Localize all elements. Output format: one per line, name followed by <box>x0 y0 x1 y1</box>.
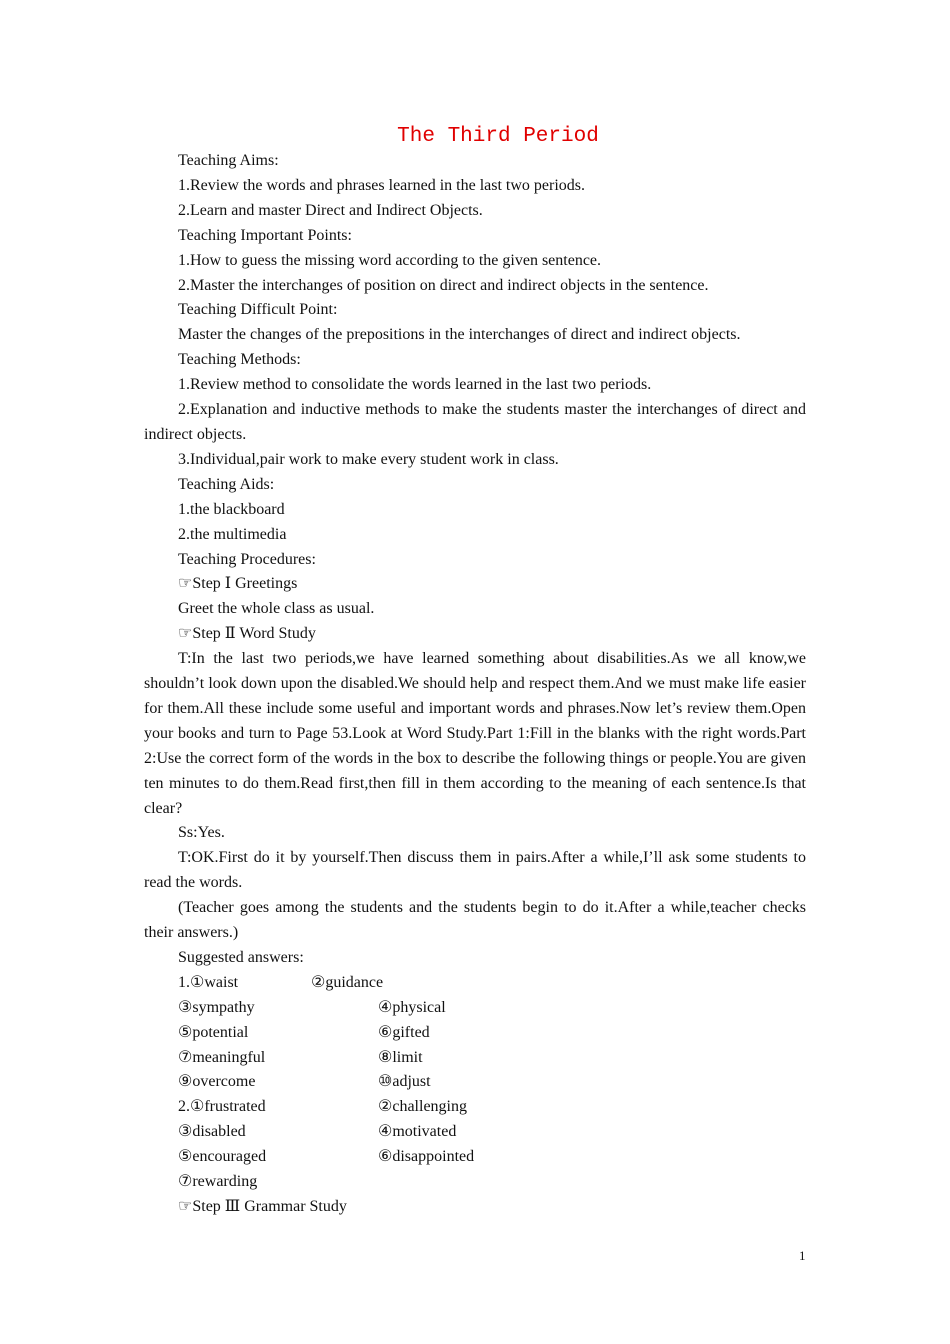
document-title: The Third Period <box>397 125 599 148</box>
page-number: 1 <box>799 1248 806 1263</box>
answer-item: ⑦meaningful <box>178 1048 266 1066</box>
answer-item: 2.①frustrated <box>178 1098 266 1116</box>
answer-item: ⑨overcome <box>178 1073 256 1091</box>
answer-item: ⑥gifted <box>378 1023 430 1041</box>
answer-item: 1.①waist <box>178 973 239 991</box>
paragraph: Ss:Yes. <box>178 824 225 842</box>
paragraph: 2.the multimedia <box>178 525 287 543</box>
paragraph: Greet the whole class as usual. <box>178 600 375 618</box>
answer-row <box>144 1095 806 1120</box>
answer-item: ④motivated <box>378 1123 457 1141</box>
answer-item: ③disabled <box>178 1123 246 1141</box>
answer-item: ⑧limit <box>378 1048 423 1066</box>
paragraph: Teaching Aims: <box>178 152 279 169</box>
answer-item: ②guidance <box>311 973 384 991</box>
answer-row <box>144 996 806 1021</box>
answer-item: ⑦rewarding <box>178 1173 258 1191</box>
paragraph: Teaching Methods: <box>178 351 301 369</box>
paragraph: Suggested answers: <box>178 949 304 966</box>
paragraph: 1.Review the words and phrases learned in the last two periods. <box>178 176 586 194</box>
paragraph: Teaching Important Points: <box>178 226 352 244</box>
paragraph: 1.How to guess the missing word according to the given sentence. <box>178 251 602 269</box>
answer-row <box>144 1021 806 1046</box>
answer-item: ②challenging <box>378 1098 467 1116</box>
answer-row <box>144 1170 806 1195</box>
paragraph: Teaching Procedures: <box>178 550 316 568</box>
answer-item: ⑤potential <box>178 1023 249 1041</box>
paragraph: 3.Individual,pair work to make every student work in class. <box>178 450 559 468</box>
paragraph: Master the changes of the prepositions in the interchanges of direct and indirect objects. <box>178 326 741 344</box>
answer-item: ⑩adjust <box>378 1073 431 1091</box>
answer-row <box>144 1145 806 1170</box>
answer-item: ④physical <box>378 998 446 1016</box>
paragraph: Teaching Difficult Point: <box>178 301 338 319</box>
paragraph: 2.Explanation and inductive methods to make the students master the interchanges of direct and indirect objects. <box>144 401 806 443</box>
paragraph: T:In the last two periods,we have learned something about disabilities.As we all know,we shouldn’t look down upon the disabled.We should help and respect them.And we must make life easier for them.All these include some useful and important words and phrases.Now let’s review them.Open your books and turn to Page 53.Look at Word Study.Part 1:Fill in the blanks with the right words.Part 2:Use the correct form of the words in the box to describe the following things or people.You are given ten minutes to do them.Read first,then fill in them according to the meaning of each sentence.Is that clear? <box>144 650 806 817</box>
paragraph: 2.Learn and master Direct and Indirect Objects. <box>178 201 483 219</box>
paragraph: (Teacher goes among the students and the students begin to do it.After a while,teacher checks their answers.) <box>144 899 806 942</box>
document-body <box>144 149 806 1220</box>
answer-item: ⑥disappointed <box>378 1148 475 1166</box>
answer-item: ⑤encouraged <box>178 1148 267 1166</box>
paragraph: 2.Master the interchanges of position on direct and indirect objects in the sentence. <box>178 276 709 294</box>
paragraph: 1.Review method to consolidate the words learned in the last two periods. <box>178 376 652 394</box>
answer-row <box>144 1070 806 1095</box>
paragraph: ☞Step Ⅱ Word Study <box>178 625 316 643</box>
step-heading: ☞Step Ⅲ Grammar Study <box>178 1197 347 1215</box>
answer-row <box>144 1120 806 1145</box>
paragraph: 1.the blackboard <box>178 500 285 518</box>
answer-row <box>144 1046 806 1071</box>
answer-row <box>144 971 806 996</box>
paragraph: Teaching Aids: <box>178 475 275 493</box>
answer-item: ③sympathy <box>178 998 255 1016</box>
paragraph: T:OK.First do it by yourself.Then discuss them in pairs.After a while,I’ll ask some students to read the words. <box>144 849 806 892</box>
paragraph: ☞Step Ⅰ Greetings <box>178 575 298 593</box>
